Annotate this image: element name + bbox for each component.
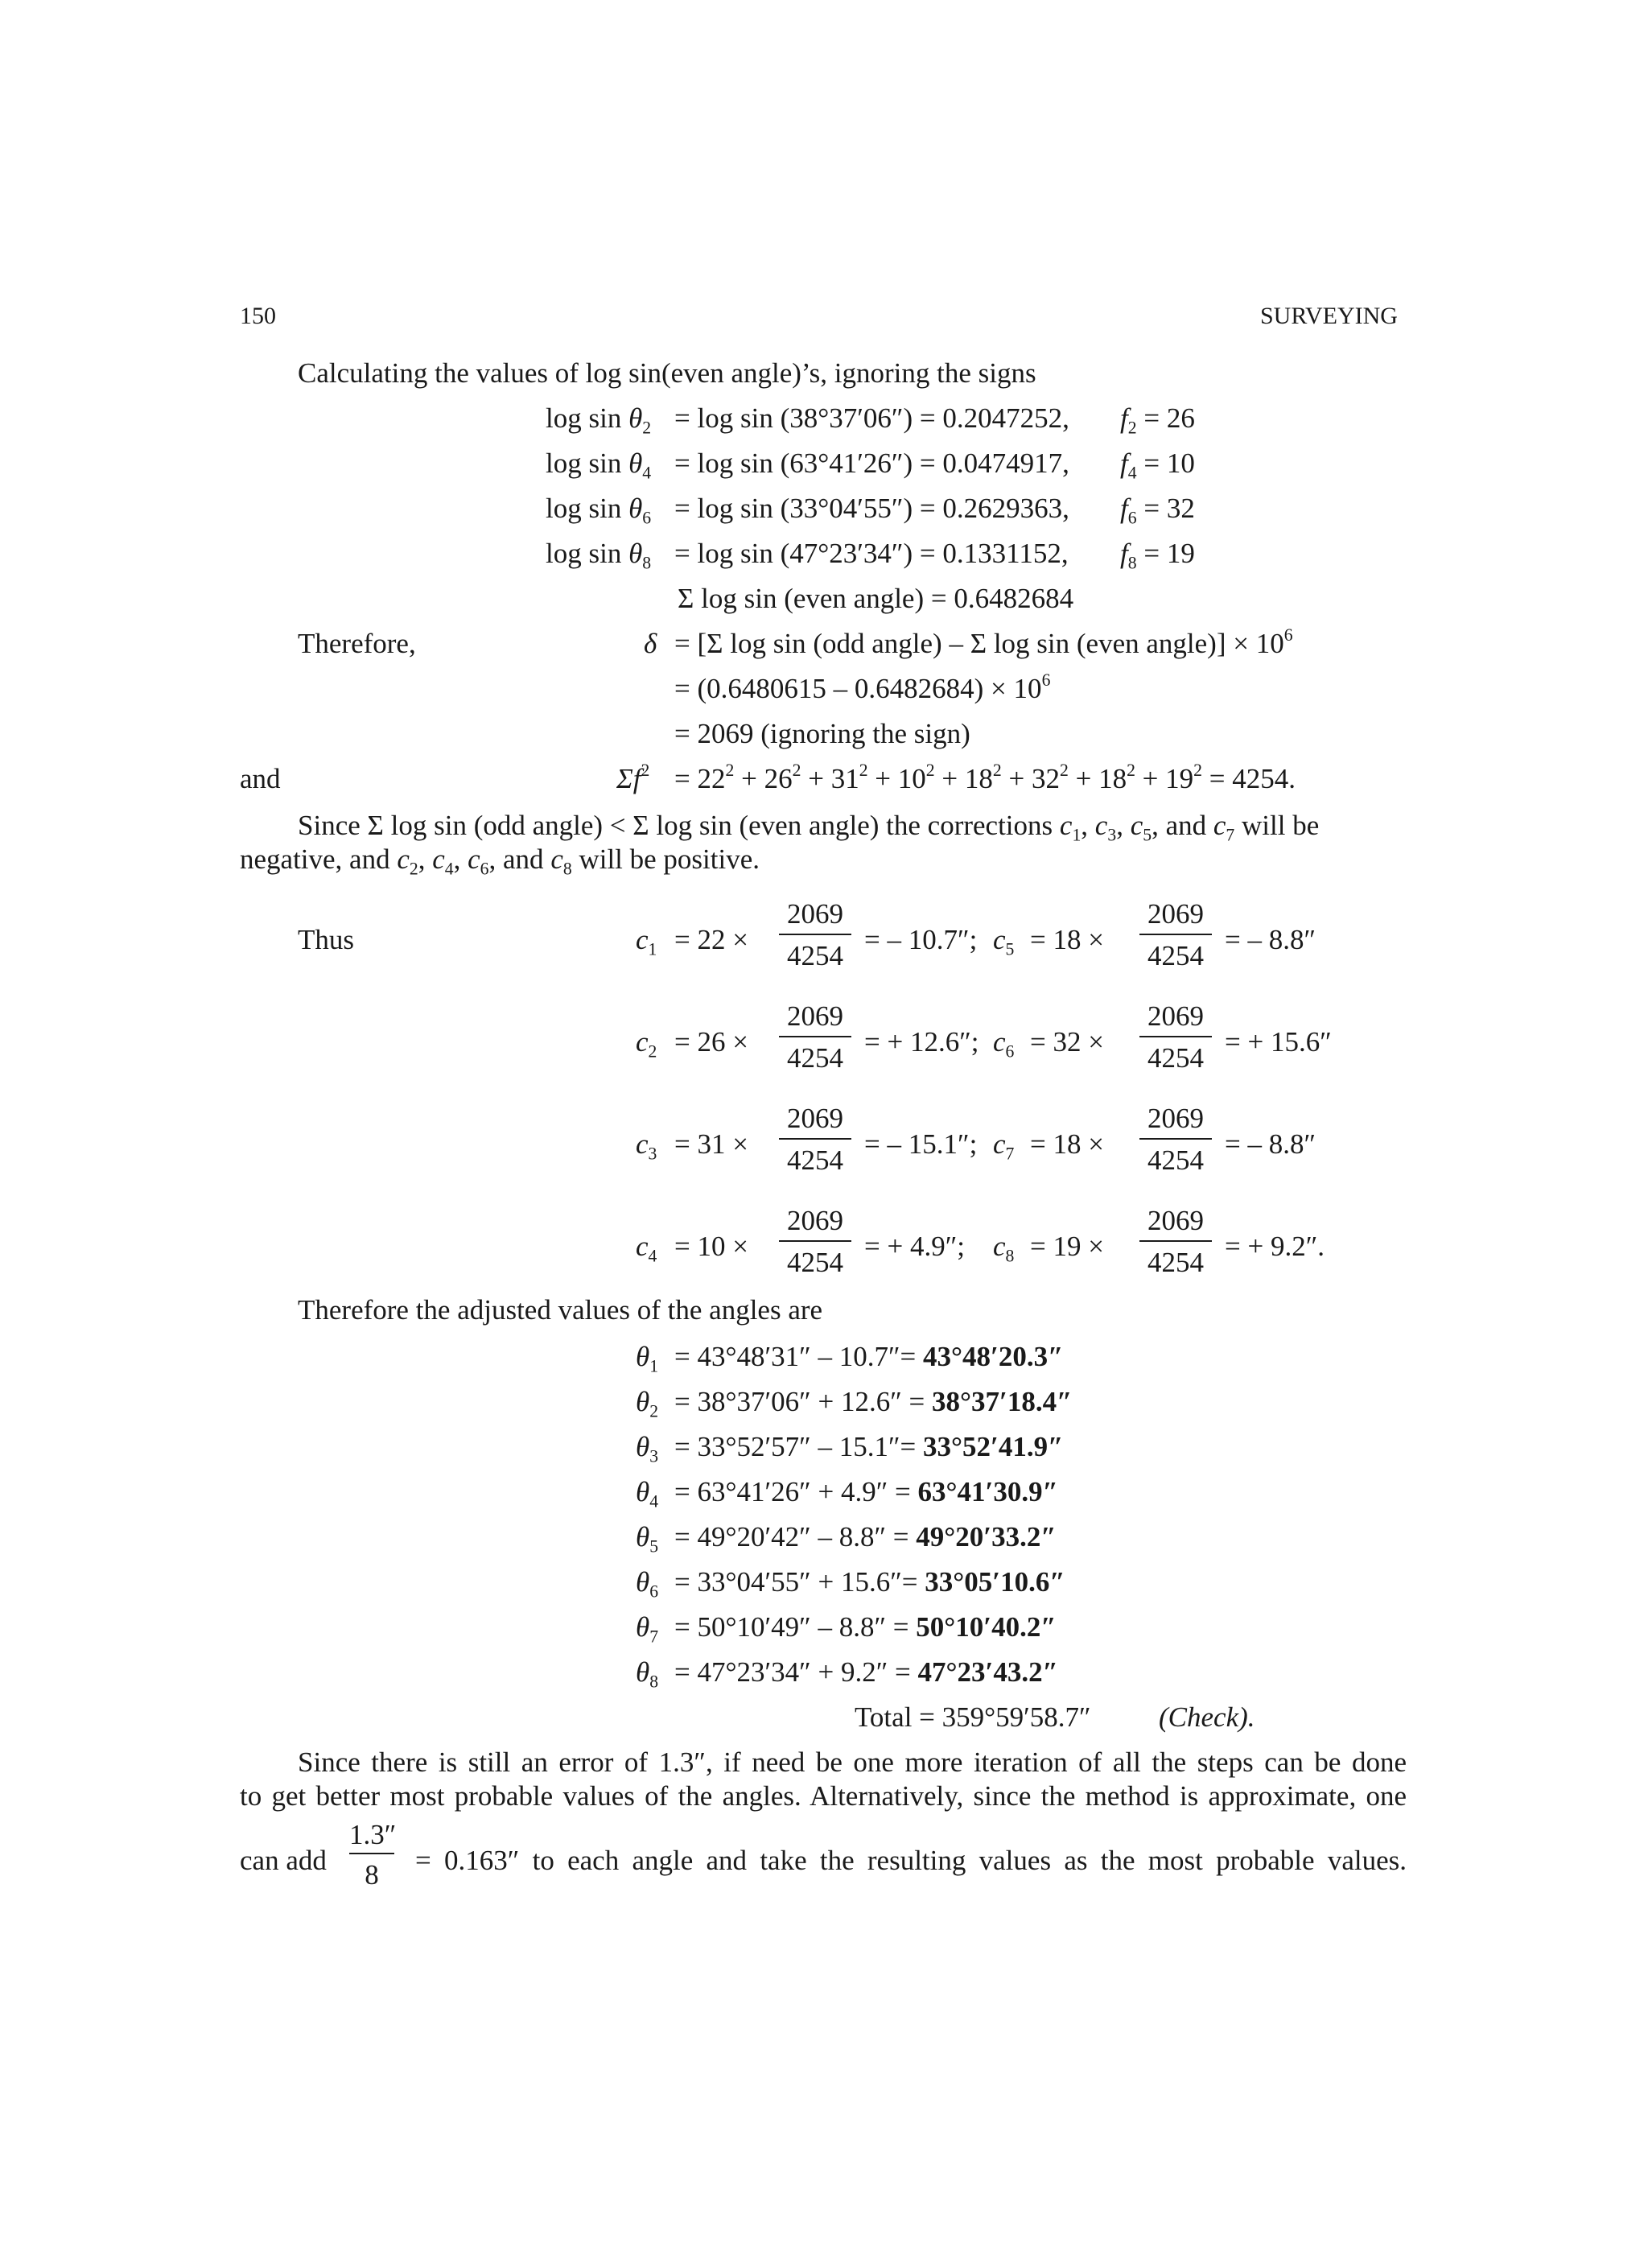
sigma-f-term: $26^2$ bbox=[764, 760, 801, 794]
sigma-f-term: $32^2$ bbox=[1031, 760, 1069, 794]
log-row-f: $f_8 = 19$ bbox=[1120, 538, 1195, 573]
log-row-angle: = log sin (47°23′34″) = 0.1331152, bbox=[674, 538, 1069, 569]
correction-right-symbol: $c_5$ bbox=[993, 924, 1015, 959]
adjusted-symbol: $\theta_6$ bbox=[636, 1566, 659, 1602]
correction-fraction: 2069 4254 bbox=[779, 1002, 851, 1082]
log-row-lhs: $\log \sin \theta_8$ bbox=[546, 538, 652, 573]
correction-right-result: = + 9.2″. bbox=[1225, 1231, 1325, 1262]
delta-line-2: = $(0.6480615 - 0.6482684) \times 10^6$ bbox=[674, 670, 1051, 704]
log-row-f: $f_2 = 26$ bbox=[1120, 402, 1195, 438]
delta-line-3: = 2069 (ignoring the sign) bbox=[674, 718, 970, 749]
correction-right-mult: = 19 × bbox=[1030, 1231, 1104, 1262]
correction-fraction: 2069 4254 bbox=[779, 900, 851, 980]
since-line-2: negative, and $c_2$, $c_4$, $c_6$, and $c_8$ will be positive. bbox=[240, 843, 760, 879]
log-row-angle: = log sin (63°41′26″) = 0.0474917, bbox=[674, 447, 1069, 479]
delta-line-1: = [Σ log sin (odd angle) – Σ log sin (even angle)] × $10^6$ bbox=[674, 625, 1293, 659]
correction-left-mult: = 31 × bbox=[674, 1128, 748, 1160]
adjusted-expression: = 47°23′34″ + 9.2″ = 47°23′43.2″ bbox=[674, 1656, 1058, 1688]
log-row-f: $f_6 = 32$ bbox=[1120, 493, 1195, 528]
adjusted-symbol: $\theta_1$ bbox=[636, 1341, 659, 1376]
page-number: 150 bbox=[240, 303, 276, 329]
correction-left-mult: = 10 × bbox=[674, 1231, 748, 1262]
sigma-f-squared: $\Sigma f^2$ bbox=[616, 760, 650, 794]
running-title: SURVEYING bbox=[1260, 303, 1398, 329]
sigma-f-term: $22^2$ bbox=[697, 760, 735, 794]
correction-right-mult: = 18 × bbox=[1030, 924, 1104, 955]
correction-right-result: = – 8.8″ bbox=[1225, 924, 1316, 955]
correction-right-symbol: $c_7$ bbox=[993, 1128, 1015, 1164]
correction-fraction: 2069 4254 bbox=[1139, 900, 1212, 980]
thus-label: Thus bbox=[298, 924, 354, 955]
adjusted-expression: = 38°37′06″ + 12.6″ = 38°37′18.4″ bbox=[674, 1386, 1073, 1417]
correction-fraction: 2069 4254 bbox=[779, 1104, 851, 1185]
can-add-label: can add bbox=[240, 1845, 327, 1876]
correction-right-result: = – 8.8″ bbox=[1225, 1128, 1316, 1160]
sum-even-line: Σ log sin (even angle) = 0.6482684 bbox=[678, 583, 1074, 614]
log-row-lhs: $\log \sin \theta_6$ bbox=[546, 493, 652, 528]
adjusted-symbol: $\theta_3$ bbox=[636, 1431, 659, 1466]
correction-left-symbol: $c_2$ bbox=[636, 1026, 657, 1062]
sigma-f-term: $18^2$ bbox=[964, 760, 1002, 794]
log-row-lhs: $\log \sin \theta_2$ bbox=[546, 402, 652, 438]
correction-right-symbol: $c_6$ bbox=[993, 1026, 1015, 1062]
total-line: Total = 359°59′58.7″ bbox=[855, 1701, 1091, 1733]
final-para-line-2: to get better most probable values of the angles. Alternatively, since the method is approximate, one bbox=[240, 1780, 1407, 1812]
and-label: and bbox=[240, 763, 281, 794]
adjusted-expression: = 33°52′57″ – 15.1″= 33°52′41.9″ bbox=[674, 1431, 1064, 1462]
correction-right-symbol: $c_8$ bbox=[993, 1231, 1015, 1266]
final-para-line-1: Since there is still an error of 1.3″, if need be one more iteration of all the steps can be done bbox=[298, 1746, 1407, 1778]
correction-left-result: = – 10.7″; bbox=[864, 924, 978, 955]
final-tail: = 0.163″ to each angle and take the resulting values as the most probable values. bbox=[415, 1845, 1407, 1876]
log-row-f: $f_4 = 10$ bbox=[1120, 447, 1195, 483]
therefore-label: Therefore, bbox=[298, 628, 416, 659]
log-row-angle: = log sin (33°04′55″) = 0.2629363, bbox=[674, 493, 1069, 524]
correction-fraction: 2069 4254 bbox=[779, 1206, 851, 1287]
correction-left-mult: = 26 × bbox=[674, 1026, 748, 1058]
correction-left-result: = – 15.1″; bbox=[864, 1128, 978, 1160]
sigma-f-term: $19^2$ bbox=[1165, 760, 1202, 794]
correction-fraction: 2069 4254 bbox=[1139, 1002, 1212, 1082]
adjusted-symbol: $\theta_4$ bbox=[636, 1476, 659, 1511]
adjusted-symbol: $\theta_2$ bbox=[636, 1386, 659, 1421]
adjusted-expression: = 33°04′55″ + 15.6″= 33°05′10.6″ bbox=[674, 1566, 1065, 1598]
check-label: (Check). bbox=[1159, 1701, 1255, 1733]
sigma-f-term: $10^2$ bbox=[897, 760, 935, 794]
correction-fraction: 2069 4254 bbox=[1139, 1104, 1212, 1185]
correction-right-mult: = 18 × bbox=[1030, 1128, 1104, 1160]
adjusted-symbol: $\theta_5$ bbox=[636, 1521, 659, 1557]
correction-left-result: = + 12.6″; bbox=[864, 1026, 979, 1058]
correction-right-mult: = 32 × bbox=[1030, 1026, 1104, 1058]
since-line-1: Since Σ log sin (odd angle) < Σ log sin (even angle) the corrections $c_1$, $c_3$, $c_5$, and $c_7$ will be bbox=[298, 810, 1320, 845]
adjusted-symbol: $\theta_7$ bbox=[636, 1611, 659, 1647]
log-row-lhs: $\log \sin \theta_4$ bbox=[546, 447, 652, 483]
intro-line: Calculating the values of log sin(even angle)’s, ignoring the signs bbox=[298, 357, 1036, 389]
adjusted-symbol: $\theta_8$ bbox=[636, 1656, 659, 1692]
adjusted-expression: = 49°20′42″ – 8.8″ = 49°20′33.2″ bbox=[674, 1521, 1057, 1553]
adjusted-expression: = 63°41′26″ + 4.9″ = 63°41′30.9″ bbox=[674, 1476, 1058, 1507]
error-fraction: 1.3″ 8 bbox=[349, 1819, 397, 1891]
sigma-f-expression: = $22^2 + 26^2 + 31^2 + 10^2 + 18^2 + 32^2 + 18^2 + 19^2 = 4254$. bbox=[674, 760, 1296, 794]
correction-right-result: = + 15.6″ bbox=[1225, 1026, 1332, 1058]
delta-symbol: δ bbox=[644, 628, 657, 659]
correction-left-result: = + 4.9″; bbox=[864, 1231, 966, 1262]
correction-left-symbol: $c_1$ bbox=[636, 924, 657, 959]
correction-left-symbol: $c_4$ bbox=[636, 1231, 657, 1266]
sigma-f-term: $18^2$ bbox=[1098, 760, 1135, 794]
correction-fraction: 2069 4254 bbox=[1139, 1206, 1212, 1287]
adjusted-intro: Therefore the adjusted values of the angles are bbox=[298, 1294, 823, 1326]
adjusted-expression: = 43°48′31″ – 10.7″= 43°48′20.3″ bbox=[674, 1341, 1064, 1372]
correction-left-symbol: $c_3$ bbox=[636, 1128, 657, 1164]
adjusted-expression: = 50°10′49″ – 8.8″ = 50°10′40.2″ bbox=[674, 1611, 1057, 1643]
sigma-f-term: $31^2$ bbox=[830, 760, 868, 794]
log-row-angle: = log sin (38°37′06″) = 0.2047252, bbox=[674, 402, 1069, 434]
correction-left-mult: = 22 × bbox=[674, 924, 748, 955]
